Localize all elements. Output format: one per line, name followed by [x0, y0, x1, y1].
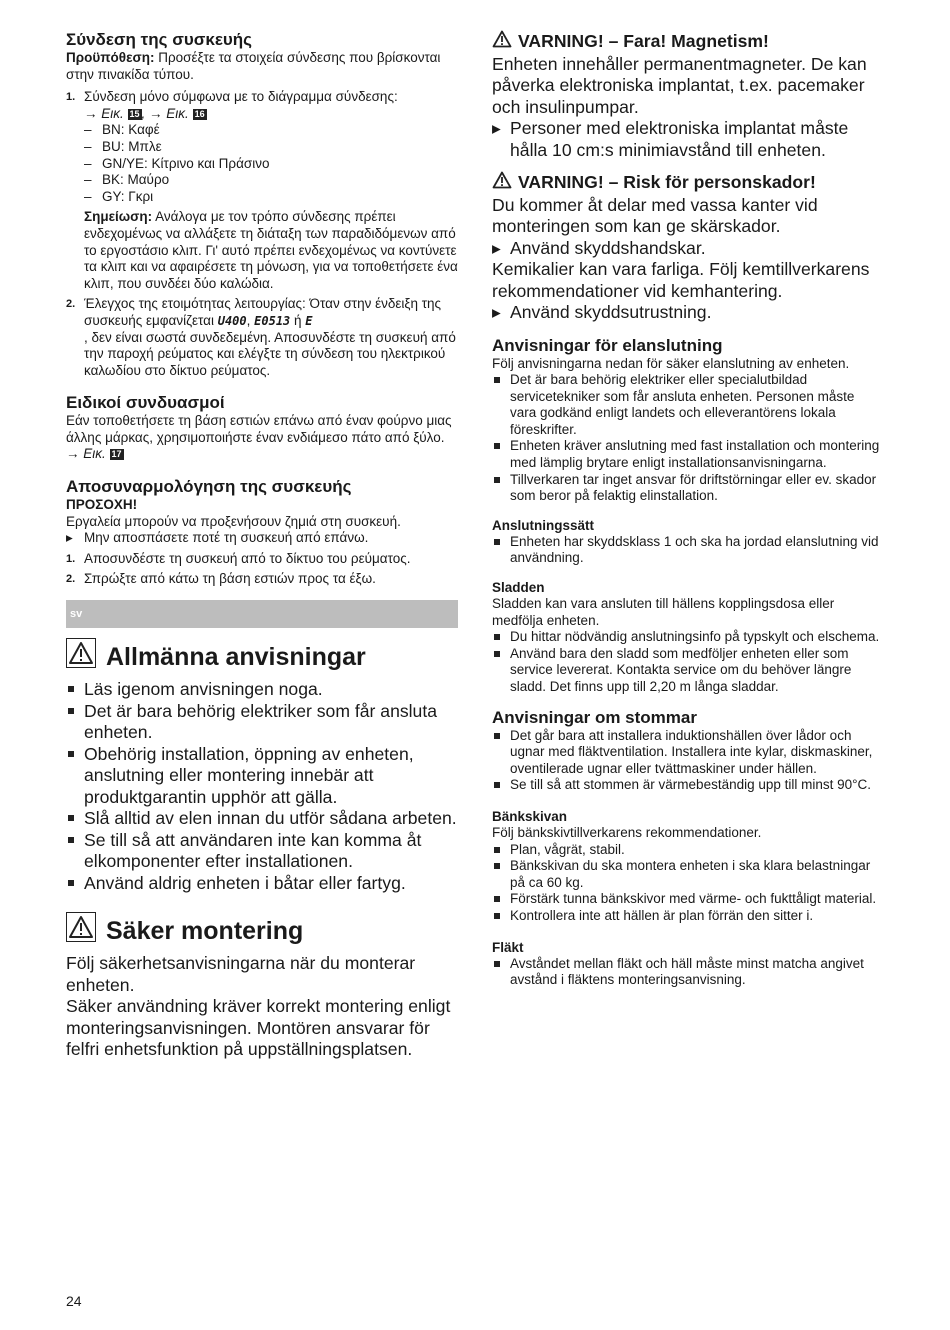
worktop-list: [492, 842, 884, 925]
dis-step-1-number: 1.: [66, 552, 76, 565]
electrical-item: Tillverkaren tar inget ansvar för driftstörningar eller ev. skador som beror på felaktig elinstallation.: [492, 472, 884, 505]
ref-b: , → Εικ.: [141, 105, 189, 121]
wire-item: – BU: Μπλε: [84, 139, 458, 156]
warning-magnetism-text: Enheten innehåller permanentmagneter. De kan påverka elektroniska implantat, t.ex. pacemaker och insulinpumpar.: [492, 53, 867, 117]
display-code-e: E: [305, 313, 313, 328]
left-column: [66, 30, 458, 1061]
warning-chemicals-actions: [492, 302, 884, 324]
cord-item: Du hittar nödvändig anslutningsinfo på typskylt och elschema.: [492, 629, 884, 646]
cord-item: Använd bara den sladd som medföljer enheten eller som service levererat. Kontakta service om du behöver längre sladd. Det finns upp till 2,20 m långa sladdar.: [492, 646, 884, 696]
dis-step-1: [66, 551, 458, 568]
worktop-intro: Följ bänkskivtillverkarens rekommendationer.: [492, 824, 762, 840]
prereq-paragraph: [66, 50, 458, 83]
warning-injury-actions: [492, 238, 884, 260]
language-tag-bar: sv: [66, 600, 458, 628]
electrical-intro: Följ anvisningarna nedan för säker elanslutning av enheten.: [492, 355, 850, 371]
caution-actions: [66, 530, 458, 547]
wire-item: – BN: Καφέ: [84, 122, 458, 139]
step-2: [66, 296, 458, 379]
figure-badge-16: 16: [194, 108, 205, 119]
wire-item: – GN/YE: Κίτρινο και Πράσινο: [84, 156, 458, 173]
warning-magnetism-actions: [492, 118, 884, 161]
warning-magnetism-heading: [492, 30, 884, 54]
electrical-item: Enheten kräver anslutning med fast installation och montering med lämplig brytare enligt installationsanvisningarna.: [492, 438, 884, 471]
step-2-text-b: , δεν είναι σωστά συνδεδεμένη. Αποσυνδέστε τη συσκευή από την παροχή ρεύματος και ελέγξτε τη σύνδεση του ηλεκτρικού καλωδίου στο δίκτυο ρεύματος.: [84, 329, 456, 378]
worktop-item: Bänkskivan du ska montera enheten i ska klara belastningar på ca 60 kg.: [492, 858, 884, 891]
warning-action: ▸ Använd skyddshandskar.: [492, 238, 884, 260]
cabinet-heading: Anvisningar om stommar: [492, 707, 697, 727]
safe-paragraph-2: Säker användning kräver korrekt montering enligt monteringsanvisningen. Montören ansvarar för felfri enhetsfunktion på uppställningsplatsen.: [66, 996, 451, 1060]
caution-action: ▸ Μην αποσπάσετε ποτέ τη συσκευή από επάνω.: [66, 530, 458, 547]
disassembly-steps: [66, 551, 458, 588]
note-label: Σημείωση:: [84, 209, 153, 225]
wire-item: – GY: Γκρι: [84, 189, 458, 206]
caution-text: Εργαλεία μπορούν να προξενήσουν ζημιά στη συσκευή.: [66, 513, 401, 529]
display-code-u400: U400: [217, 313, 247, 328]
warning-injury-title: VARNING! – Risk för personskador!: [518, 172, 816, 192]
general-item: Obehörig installation, öppning av enheten, anslutning eller montering innebär att produktgarantin upphör att gälla.: [66, 744, 458, 809]
fan-item: Avståndet mellan fläkt och häll måste minst matcha angivet avstånd i fläktens monteringsanvisning.: [492, 956, 884, 989]
wire-item: – BK: Μαύρο: [84, 172, 458, 189]
warning-action: ▸ Personer med elektroniska implantat måste hålla 10 cm:s minimiavstånd till enheten.: [492, 118, 884, 161]
special-ref: [66, 446, 458, 463]
safe-paragraph-1: Följ säkerhetsanvisningarna när du monterar enheten.: [66, 953, 416, 995]
or-word: ή: [290, 312, 306, 328]
general-item: Använd aldrig enheten i båtar eller fartyg.: [66, 873, 458, 895]
connection-item: Enheten har skyddsklass 1 och ska ha jordad elanslutning vid användning.: [492, 534, 884, 567]
general-item: Se till så att användaren inte kan komma åt elkomponenter efter installationen.: [66, 830, 458, 873]
worktop-item: Kontrollera inte att hällen är plan förrän den sitter i.: [492, 908, 884, 925]
right-column: [492, 30, 884, 989]
display-code-e0513: E0513: [254, 313, 291, 328]
electrical-item: Det är bara behörig elektriker eller specialutbildad servicetekniker som får ansluta enheten. Personen måste vara godkänd enligt landets och elleverantörens lokala föreskrifter.: [492, 372, 884, 438]
step-2-text-a: Έλεγχος της ετοιμότητας λειτουργίας: Όταν στην ένδειξη της συσκευής εμφανίζεται: [84, 296, 442, 328]
dis-step-2-number: 2.: [66, 573, 76, 586]
warning-triangle-icon: [492, 30, 512, 54]
special-heading: Ειδικοί συνδυασμοί: [66, 393, 225, 413]
warning-triangle-icon: [66, 638, 96, 675]
fan-list: [492, 956, 884, 989]
electrical-list: [492, 372, 884, 505]
step-1: [66, 89, 458, 292]
warning-magnetism-title: VARNING! – Fara! Magnetism!: [518, 31, 769, 51]
general-item: Det är bara behörig elektriker som får ansluta enheten.: [66, 701, 458, 744]
general-heading: [66, 638, 458, 675]
cord-intro: Sladden kan vara ansluten till hällens kopplingsdosa eller medfölja enheten.: [492, 596, 835, 628]
special-ref-label: → Εικ.: [66, 446, 106, 462]
warning-chemicals-text: Kemikalier kan vara farliga. Följ kemtillverkarens rekommendationer vid kemhantering.: [492, 259, 870, 301]
cabinet-item: Det går bara att installera induktionshällen över lådor och ugnar med fläktventilation. Installera inte kylar, diskmaskiner, oventilerade ugnar eller tvättmaskiner under hällen.: [492, 728, 884, 778]
connection-method-list: [492, 534, 884, 567]
step-1-figure-refs: [84, 106, 458, 123]
worktop-heading: Bänkskivan: [492, 808, 568, 824]
warning-injury-heading: [492, 171, 884, 195]
prereq-label: Προϋπόθεση:: [66, 50, 155, 65]
wire-list: [84, 122, 458, 205]
figure-badge-17: 17: [111, 449, 122, 460]
disassembly-heading: Αποσυναρμολόγηση της συσκευής: [66, 477, 352, 497]
general-title: Allmänna anvisningar: [106, 642, 366, 671]
special-text: Εάν τοποθετήσετε τη βάση εστιών επάνω από έναν φούρνο μιας άλλης μάρκας, χρησιμοποιήστε έναν ενδιάμεσο πάτο από ξύλο.: [66, 413, 452, 445]
ref-a: → Εικ.: [84, 105, 124, 121]
separator: ,: [246, 312, 255, 328]
dis-step-2: [66, 571, 458, 588]
fan-heading: Fläkt: [492, 939, 524, 955]
dis-step-2-text: Σπρώξτε από κάτω τη βάση εστιών προς τα έξω.: [84, 571, 376, 587]
worktop-item: Plan, vågrät, stabil.: [492, 842, 884, 859]
page-number: 24: [66, 1293, 82, 1309]
note-paragraph: [84, 209, 458, 292]
step-2-number: 2.: [66, 298, 76, 311]
note-text: Ανάλογα με τον τρόπο σύνδεσης πρέπει ενδεχομένως να αλλάξετε τη διάταξη των παραδιδόμενων από το εργοστάσιο κλιπ. Γι' αυτό πρέπει ενδεχομένως να κοντύνετε τα κλιπ και να αφαιρέσετε τη μόνωση, για να τοποθετήσετε ένα κλιπ, που συνδέει δύο καλώδια.: [84, 209, 458, 291]
cord-heading: Sladden: [492, 580, 545, 596]
dis-step-1-text: Αποσυνδέστε τη συσκευή από το δίκτυο του ρεύματος.: [84, 550, 411, 566]
connection-method-heading: Anslutningssätt: [492, 517, 595, 533]
cord-list: [492, 629, 884, 695]
safe-mounting-title: Säker montering: [106, 916, 304, 945]
warning-injury-text: Du kommer åt delar med vassa kanter vid monteringen som kan ge skärskador.: [492, 194, 818, 236]
general-item: Läs igenom anvisningen noga.: [66, 679, 458, 701]
connect-steps: [66, 89, 458, 379]
general-item: Slå alltid av elen innan du utför sådana arbeten.: [66, 808, 458, 830]
worktop-item: Förstärk tunna bänkskivor med värme- och fukttåligt material.: [492, 891, 884, 908]
warning-triangle-icon: [66, 912, 96, 949]
electrical-heading: Anvisningar för elanslutning: [492, 335, 723, 355]
step-1-text: Σύνδεση μόνο σύμφωνα με το διάγραμμα σύνδεσης:: [84, 89, 398, 105]
safe-mounting-heading: [66, 912, 458, 949]
figure-badge-15: 15: [129, 108, 140, 119]
warning-action: ▸ Använd skyddsutrustning.: [492, 302, 884, 324]
step-1-number: 1.: [66, 91, 76, 104]
prereq-text: Προσέξτε τα στοιχεία σύνδεσης που βρίσκονται στην πινακίδα τύπου.: [66, 50, 441, 82]
caution-label: ΠΡΟΣΟΧΗ!: [66, 497, 138, 513]
general-list: [66, 679, 458, 894]
warning-triangle-icon: [492, 171, 512, 195]
cabinet-list: [492, 728, 884, 794]
cabinet-item: Se till så att stommen är värmebeständig upp till minst 90°C.: [492, 777, 884, 794]
connect-heading: Σύνδεση της συσκευής: [66, 30, 253, 49]
